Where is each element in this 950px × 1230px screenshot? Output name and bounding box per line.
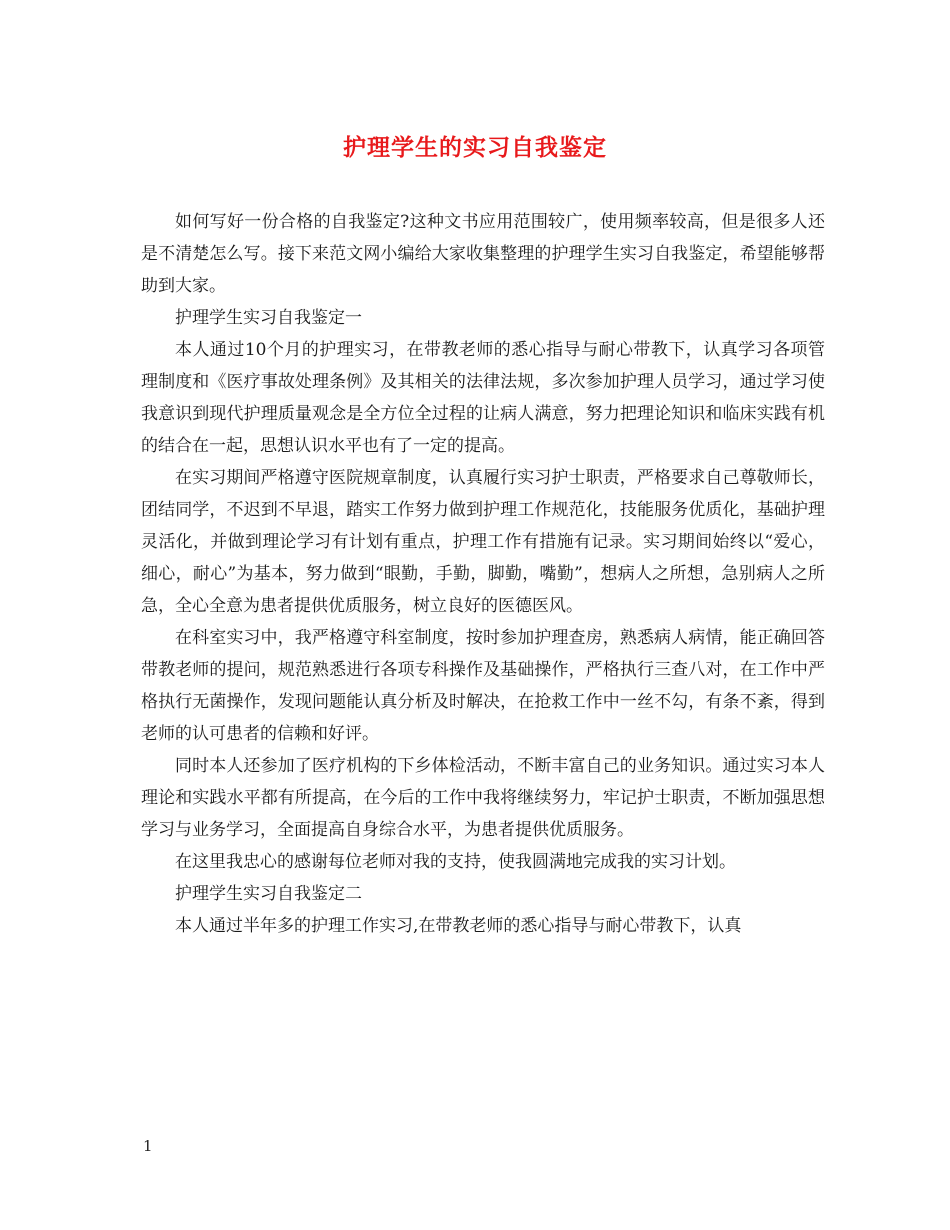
page-number: 1 — [143, 1137, 153, 1155]
document-title: 护理学生的实习自我鉴定 — [343, 134, 607, 161]
paragraph: 本人通过10个月的护理实习，在带教老师的悉心指导与耐心带教下，认真学习各项管理制度和《医疗事故处理条例》及其相关的法律法规，多次参加护理人员学习，通过学习使我意识到现代护理质量观念是全方位全过程的让病人满意，努力把理论知识和临床实践有机的结合在一起，思想认识水平也有了一定的提高。 — [141, 340, 825, 456]
paragraph: 在科室实习中，我严格遵守科室制度，按时参加护理查房，熟悉病人病情，能正确回答带教老师的提问，规范熟悉进行各项专科操作及基础操作，严格执行三查八对，在工作中严格执行无菌操作，发现问题能认真分析及时解决，在抢救工作中一丝不勾，有条不紊，得到老师的认可患者的信赖和好评。 — [141, 628, 825, 744]
document-body — [141, 206, 825, 942]
paragraph-intro: 如何写好一份合格的自我鉴定?这种文书应用范围较广，使用频率较高，但是很多人还是不清楚怎么写。接下来范文网小编给大家收集整理的护理学生实习自我鉴定，希望能够帮助到大家。 — [141, 212, 825, 296]
section-heading-two: 护理学生实习自我鉴定二 — [175, 884, 362, 904]
paragraph: 在这里我忠心的感谢每位老师对我的支持，使我圆满地完成我的实习计划。 — [175, 852, 736, 872]
paragraph: 本人通过半年多的护理工作实习,在带教老师的悉心指导与耐心带教下，认真 — [175, 916, 742, 936]
paragraph: 同时本人还参加了医疗机构的下乡体检活动，不断丰富自己的业务知识。通过实习本人理论和实践水平都有所提高，在今后的工作中我将继续努力，牢记护士职责，不断加强思想学习与业务学习，全面提高自身综合水平，为患者提供优质服务。 — [141, 756, 825, 840]
section-heading-one: 护理学生实习自我鉴定一 — [175, 308, 362, 328]
paragraph: 在实习期间严格遵守医院规章制度，认真履行实习护士职责，严格要求自己尊敬师长，团结同学，不迟到不早退，踏实工作努力做到护理工作规范化，技能服务优质化，基础护理灵活化，并做到理论学习有计划有重点，护理工作有措施有记录。实习期间始终以“爱心，细心，耐心”为基本，努力做到“眼勤，手勤，脚勤，嘴勤”，想病人之所想，急别病人之所急，全心全意为患者提供优质服务，树立良好的医德医风。 — [141, 468, 825, 616]
